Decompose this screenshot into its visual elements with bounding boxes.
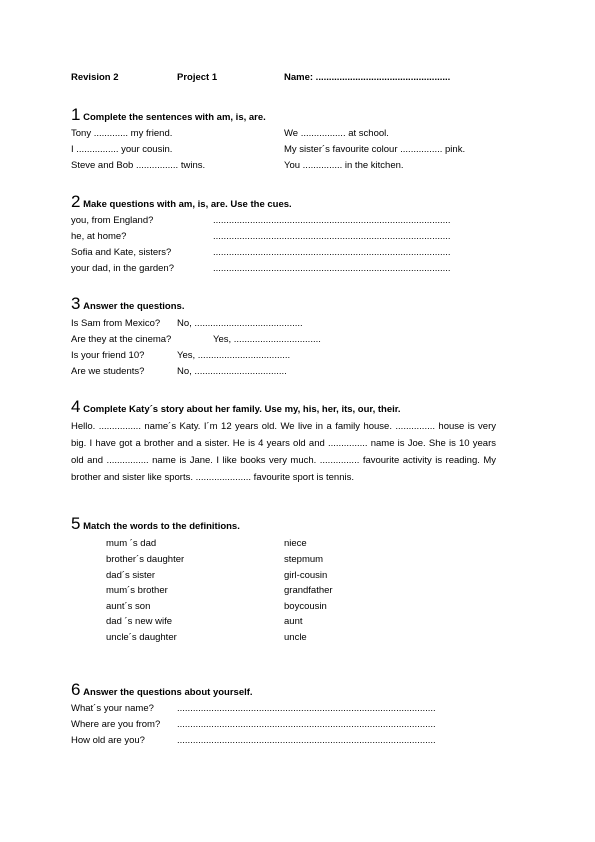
section-title: Make questions with am, is, are. Use the cues. [83,199,292,210]
definition-item: mum´s brother [106,585,168,596]
answer-line: No, ......................................... [177,318,303,329]
header-revision: Revision 2 [71,72,119,83]
section-number: 4 [71,397,81,416]
question-text: Are they at the cinema? [71,334,172,345]
section-5-heading [71,514,240,534]
answer-line: Yes, ................................. [213,334,321,345]
question-text: Is your friend 10? [71,350,145,361]
section-number: 2 [71,192,81,211]
word-item: uncle [284,632,307,643]
word-item: grandfather [284,585,333,596]
definition-item: dad´s sister [106,570,156,581]
section-1-heading [71,105,266,125]
exercise-line: I ................ your cousin. [71,144,173,155]
header-project: Project 1 [177,72,218,83]
exercise-line: Steve and Bob ................ twins. [71,160,206,171]
section-6-heading [71,680,253,700]
story-paragraph [71,418,496,486]
answer-line: .................................................................................................. [177,703,436,714]
definition-item: dad ´s new wife [106,616,173,627]
section-title: Answer the questions about yourself. [83,687,253,698]
section-number: 3 [71,294,81,313]
answer-line: .......................................................................................... [213,247,451,258]
story-text: Hello. ................ name´s Katy. I´m 12 years old. We live in a family house. ............... house is very big. I have got a brother and a sister. He is 4 years old and ............... name is Joe. She is 10 years old and ................ name is Jane. I like books very much. ............... favourite activity is reading. My brother and sister like sports. ..................... favourite sport is tennis. [71,421,496,483]
word-item: niece [284,538,307,549]
definition-item: brother´s daughter [106,554,185,565]
word-item: stepmum [284,554,324,565]
definition-item: uncle´s daughter [106,632,177,643]
answer-line: .......................................................................................... [213,231,451,242]
definition-item: aunt´s son [106,601,151,612]
cue-text: you, from England? [71,215,154,226]
section-title: Complete the sentences with am, is, are. [83,112,266,123]
section-3-heading [71,294,184,314]
cue-text: he, at home? [71,231,127,242]
section-4-heading [71,397,401,417]
section-number: 6 [71,680,81,699]
section-title: Answer the questions. [83,301,185,312]
exercise-line: You ............... in the kitchen. [284,160,404,171]
cue-text: your dad, in the garden? [71,263,174,274]
section-number: 5 [71,514,81,533]
word-item: boycousin [284,601,327,612]
answer-line: .......................................................................................... [213,263,451,274]
question-text: Are we students? [71,366,145,377]
header-name-field: Name: ................................................... [284,72,451,83]
question-text: Is Sam from Mexico? [71,318,161,329]
question-text: How old are you? [71,735,145,746]
cue-text: Sofia and Kate, sisters? [71,247,172,258]
word-item: girl-cousin [284,570,328,581]
exercise-line: We ................. at school. [284,128,389,139]
word-item: aunt [284,616,303,627]
section-title: Match the words to the definitions. [83,521,240,532]
section-title: Complete Katy´s story about her family. Use my, his, her, its, our, their. [83,404,401,415]
section-2-heading [71,192,292,212]
exercise-line: Tony ............. my friend. [71,128,173,139]
answer-line: .................................................................................................. [177,719,436,730]
exercise-line: My sister´s favourite colour ................ pink. [284,144,466,155]
answer-line: No, ................................... [177,366,287,377]
definition-item: mum ´s dad [106,538,157,549]
answer-line: Yes, ................................... [177,350,291,361]
answer-line: .................................................................................................. [177,735,436,746]
answer-line: .......................................................................................... [213,215,451,226]
question-text: Where are you from? [71,719,161,730]
section-number: 1 [71,105,81,124]
question-text: What´s your name? [71,703,154,714]
